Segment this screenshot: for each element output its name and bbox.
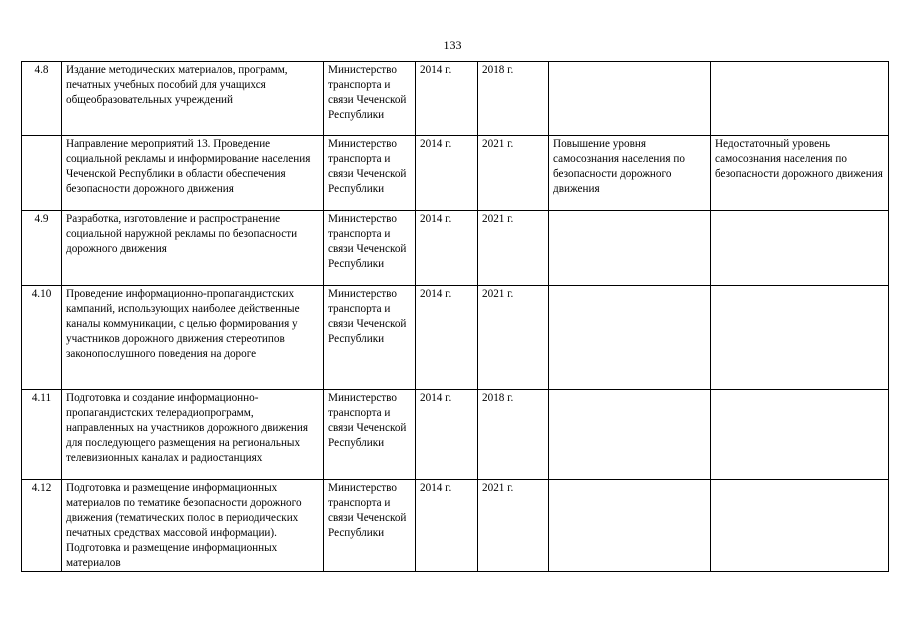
start-year: 2014 г. — [416, 480, 478, 572]
row-number — [22, 136, 62, 211]
table-row — [22, 136, 889, 211]
expected-result — [549, 62, 711, 136]
problem-description — [711, 211, 889, 286]
executor: Министерство транспорта и связи Чеченской Республики — [324, 390, 416, 480]
executor: Министерство транспорта и связи Чеченской Республики — [324, 62, 416, 136]
page-number: 133 — [443, 38, 462, 52]
problem-description — [711, 286, 889, 390]
table-row — [22, 480, 889, 572]
row-number: 4.10 — [22, 286, 62, 390]
row-number: 4.9 — [22, 211, 62, 286]
executor: Министерство транспорта и связи Чеченской Республики — [324, 286, 416, 390]
expected-result — [549, 480, 711, 572]
table-row — [22, 211, 889, 286]
row-number: 4.8 — [22, 62, 62, 136]
table-row — [22, 62, 889, 136]
row-number: 4.12 — [22, 480, 62, 572]
measure-name: Направление мероприятий 13. Проведение социальной рекламы и информирование населения Чеченской Республики в области обеспечения безопасности дорожного движения — [62, 136, 324, 211]
executor: Министерство транспорта и связи Чеченской Республики — [324, 136, 416, 211]
start-year: 2014 г. — [416, 136, 478, 211]
measure-name: Подготовка и размещение информационных материалов по тематике безопасности дорожного движения (тематических полос в периодических печатных средствах массовой информации). Подготовка и размещение информационных материалов — [62, 480, 324, 572]
problem-description: Недостаточный уровень самосознания населения по безопасности дорожного движения — [711, 136, 889, 211]
end-year: 2018 г. — [478, 62, 549, 136]
measures-table — [21, 61, 889, 572]
start-year: 2014 г. — [416, 286, 478, 390]
end-year: 2018 г. — [478, 390, 549, 480]
measure-name: Издание методических материалов, программ, печатных учебных пособий для учащихся общеобразовательных учреждений — [62, 62, 324, 136]
expected-result: Повышение уровня самосознания населения по безопасности дорожного движения — [549, 136, 711, 211]
expected-result — [549, 390, 711, 480]
problem-description — [711, 480, 889, 572]
executor: Министерство транспорта и связи Чеченской Республики — [324, 211, 416, 286]
end-year: 2021 г. — [478, 286, 549, 390]
start-year: 2014 г. — [416, 390, 478, 480]
problem-description — [711, 390, 889, 480]
row-number: 4.11 — [22, 390, 62, 480]
measure-name: Разработка, изготовление и распространение социальной наружной рекламы по безопасности дорожного движения — [62, 211, 324, 286]
end-year: 2021 г. — [478, 480, 549, 572]
start-year: 2014 г. — [416, 62, 478, 136]
end-year: 2021 г. — [478, 136, 549, 211]
expected-result — [549, 211, 711, 286]
table-row — [22, 286, 889, 390]
measure-name: Проведение информационно-пропагандистских кампаний, использующих наиболее действенные каналы коммуникации, с целью формирования у участников дорожного движения стереотипов законопослушного поведения на дороге — [62, 286, 324, 390]
measure-name: Подготовка и создание информационно-пропагандистских телерадиопрограмм, направленных на участников дорожного движения для последующего размещения на региональных телевизионных каналах и радиостанциях — [62, 390, 324, 480]
expected-result — [549, 286, 711, 390]
end-year: 2021 г. — [478, 211, 549, 286]
table-row — [22, 390, 889, 480]
problem-description — [711, 62, 889, 136]
executor: Министерство транспорта и связи Чеченской Республики — [324, 480, 416, 572]
start-year: 2014 г. — [416, 211, 478, 286]
